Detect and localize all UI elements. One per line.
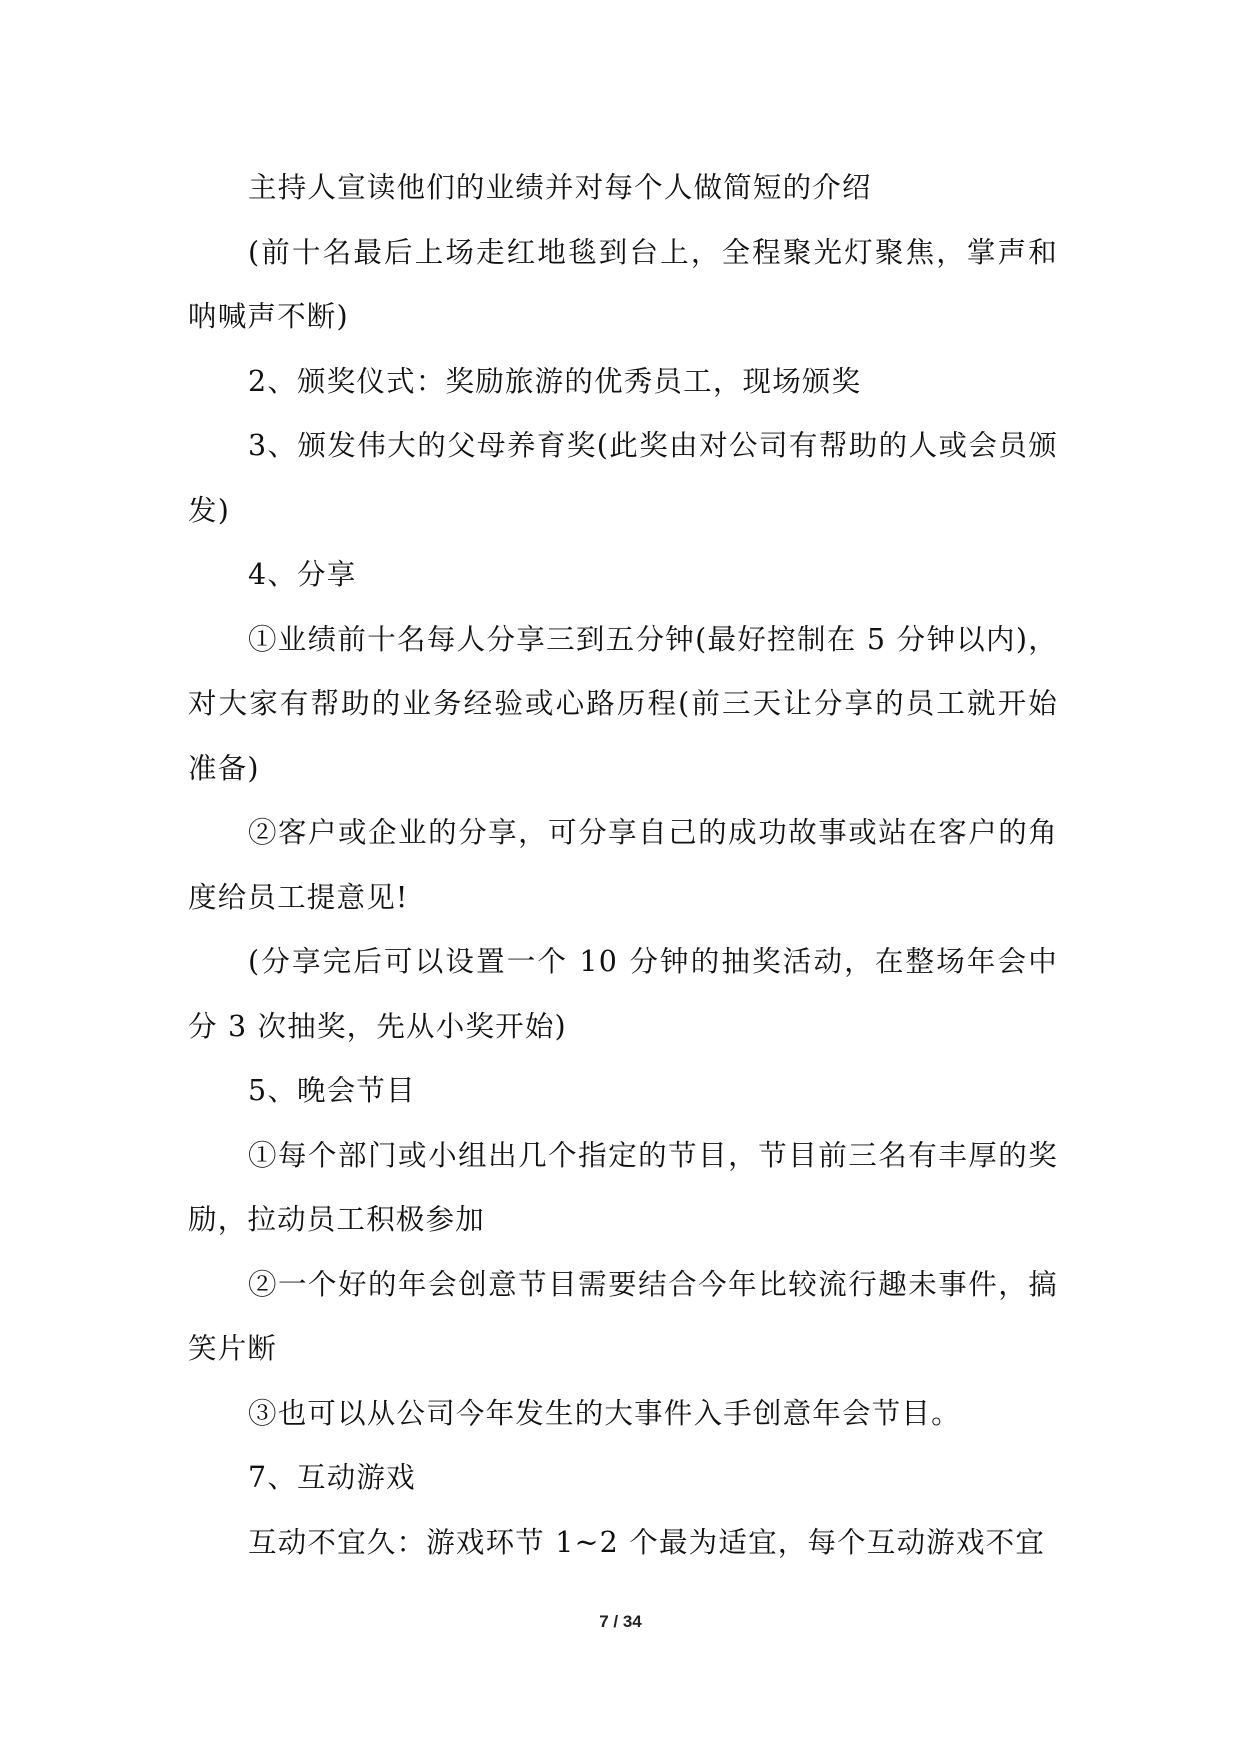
paragraph-game-duration: 互动不宜久：游戏环节 1~2 个最为适宜，每个互动游戏不宜	[248, 1525, 1046, 1559]
page-number: 7 / 34	[599, 1612, 642, 1631]
paragraph-host-introduction: 主持人宣读他们的业绩并对每个人做简短的介绍	[248, 171, 872, 204]
heading-sharing: 4、分享	[248, 558, 357, 591]
paragraph-parents-award: 3、颁发伟大的父母养育奖(此奖由对公司有帮助的人或会员颁发)	[188, 429, 1058, 527]
paragraph-creative-program: ②一个好的年会创意节目需要结合今年比较流行趣未事件，搞笑片断	[188, 1267, 1058, 1365]
paragraph-client-sharing: ②客户或企业的分享，可分享自己的成功故事或站在客户的角度给员工提意见!	[188, 816, 1058, 914]
paragraph-top-ten-red-carpet: (前十名最后上场走红地毯到台上，全程聚光灯聚焦，掌声和呐喊声不断)	[188, 235, 1058, 333]
paragraph-award-ceremony: 2、颁奖仪式：奖励旅游的优秀员工，现场颁奖	[248, 364, 862, 398]
heading-interactive-games: 7、互动游戏	[248, 1461, 416, 1494]
paragraph-top-ten-sharing: ①业绩前十名每人分享三到五分钟(最好控制在 5 分钟以内)，对大家有帮助的业务经验或心路历程(前三天让分享的员工就开始准备)	[188, 622, 1058, 785]
heading-evening-program: 5、晚会节目	[248, 1074, 416, 1107]
paragraph-company-events: ③也可以从公司今年发生的大事件入手创意年会节目。	[248, 1396, 961, 1430]
paragraph-lottery: (分享完后可以设置一个 10 分钟的抽奖活动，在整场年会中分 3 次抽奖，先从小奖开始)	[188, 945, 1058, 1043]
document-body	[188, 156, 1058, 1575]
paragraph-department-programs: ①每个部门或小组出几个指定的节目，节目前三名有丰厚的奖励，拉动员工积极参加	[188, 1138, 1058, 1236]
